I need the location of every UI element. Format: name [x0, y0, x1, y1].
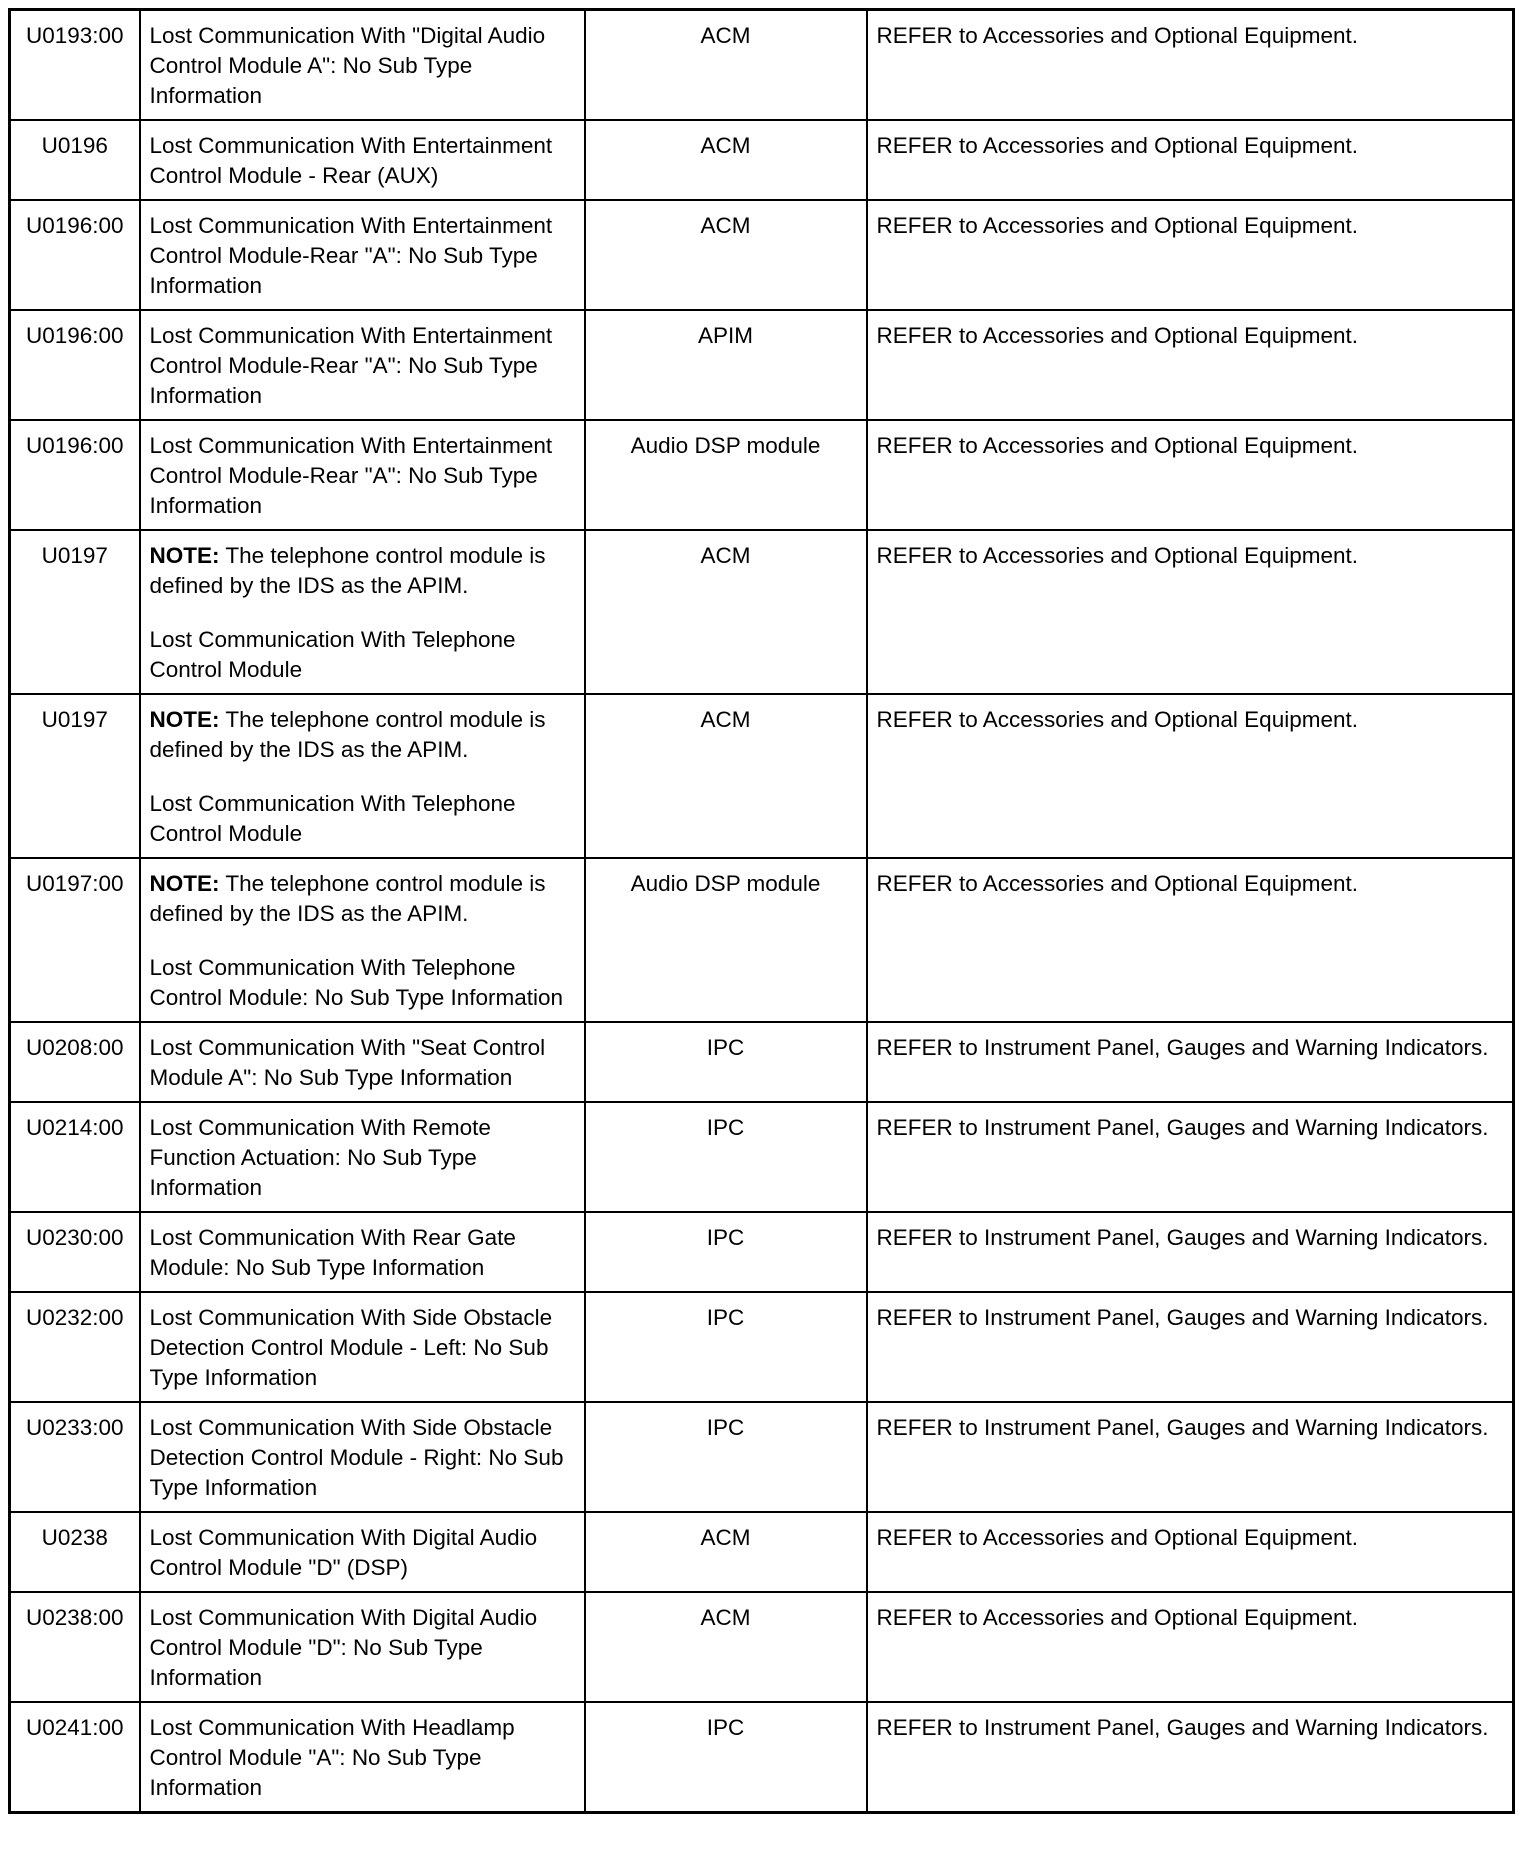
- dtc-module-cell: [585, 120, 867, 200]
- dtc-code-cell: [10, 120, 140, 200]
- dtc-code: U0238: [41, 1525, 108, 1550]
- dtc-description: Lost Communication With Headlamp Control Module "A": No Sub Type Information: [149, 1715, 515, 1800]
- dtc-module-cell: [585, 530, 867, 694]
- dtc-module: ACM: [700, 707, 751, 732]
- note-block: [150, 705, 575, 765]
- dtc-description-cell: [140, 1702, 585, 1813]
- dtc-code-cell: [10, 530, 140, 694]
- dtc-action-cell: [867, 120, 1514, 200]
- dtc-description: Lost Communication With Entertainment Control Module-Rear "A": No Sub Type Information: [149, 433, 553, 518]
- dtc-code-cell: [10, 1702, 140, 1813]
- dtc-description-cell: [140, 1512, 585, 1592]
- dtc-action-cell: [867, 530, 1514, 694]
- dtc-action-cell: [867, 1402, 1514, 1512]
- dtc-module: ACM: [700, 23, 751, 48]
- paragraph-gap: [150, 765, 575, 789]
- dtc-description: Lost Communication With Telephone Control Module: No Sub Type Information: [149, 955, 564, 1010]
- dtc-action-cell: [867, 310, 1514, 420]
- dtc-action-cell: [867, 1022, 1514, 1102]
- dtc-action: to Accessories and Optional Equipment.: [952, 213, 1358, 238]
- dtc-table: [8, 8, 1515, 1814]
- dtc-code-cell: [10, 1212, 140, 1292]
- dtc-action-cell: [867, 1592, 1514, 1702]
- dtc-action-cell: [867, 694, 1514, 858]
- dtc-description: Lost Communication With Digital Audio Control Module "D": No Sub Type Information: [149, 1605, 538, 1690]
- dtc-description: Lost Communication With Entertainment Control Module-Rear "A": No Sub Type Information: [149, 323, 553, 408]
- dtc-module-cell: [585, 1592, 867, 1702]
- dtc-action: to Accessories and Optional Equipment.: [952, 433, 1358, 458]
- dtc-action-cell: [867, 1102, 1514, 1212]
- dtc-module: IPC: [706, 1305, 745, 1330]
- dtc-module-cell: [585, 420, 867, 530]
- dtc-action-cell: [867, 858, 1514, 1022]
- dtc-action-prefix: REFER: [876, 1415, 953, 1440]
- dtc-description-cell: [140, 1402, 585, 1512]
- dtc-code: U0233:00: [25, 1415, 124, 1440]
- dtc-description-cell: [140, 10, 585, 121]
- dtc-action-prefix: REFER: [876, 543, 953, 568]
- note-text: The telephone control module is defined by the IDS as the APIM.: [149, 871, 546, 926]
- dtc-description: Lost Communication With Telephone Control Module: [149, 627, 516, 682]
- dtc-description: Lost Communication With "Digital Audio Control Module A": No Sub Type Information: [149, 23, 546, 108]
- dtc-module: ACM: [700, 1605, 751, 1630]
- dtc-module: IPC: [706, 1715, 745, 1740]
- dtc-description: Lost Communication With Side Obstacle Detection Control Module - Left: No Sub Type Information: [149, 1305, 553, 1390]
- dtc-description-cell: [140, 200, 585, 310]
- dtc-action: to Accessories and Optional Equipment.: [952, 23, 1358, 48]
- dtc-action-prefix: REFER: [876, 213, 953, 238]
- dtc-code-cell: [10, 420, 140, 530]
- dtc-action-cell: [867, 420, 1514, 530]
- table-row: [10, 694, 1514, 858]
- dtc-code: U0196:00: [25, 323, 124, 348]
- dtc-action-prefix: REFER: [876, 707, 953, 732]
- note-label: NOTE:: [149, 543, 220, 568]
- dtc-code: U0193:00: [25, 23, 124, 48]
- dtc-description: Lost Communication With Entertainment Control Module-Rear "A": No Sub Type Information: [149, 213, 553, 298]
- dtc-module: APIM: [697, 323, 753, 348]
- dtc-description-cell: [140, 120, 585, 200]
- dtc-module: IPC: [706, 1035, 745, 1060]
- table-row: [10, 1292, 1514, 1402]
- dtc-module-cell: [585, 694, 867, 858]
- table-row: [10, 10, 1514, 121]
- dtc-code: U0238:00: [25, 1605, 124, 1630]
- dtc-action: to Instrument Panel, Gauges and Warning Indicators.: [952, 1715, 1489, 1740]
- note-label: NOTE:: [149, 871, 220, 896]
- dtc-action-cell: [867, 1512, 1514, 1592]
- dtc-description-cell: [140, 310, 585, 420]
- dtc-action-cell: [867, 1212, 1514, 1292]
- dtc-description-cell: [140, 530, 585, 694]
- dtc-module-cell: [585, 1022, 867, 1102]
- dtc-action-prefix: REFER: [876, 1305, 953, 1330]
- dtc-code-cell: [10, 1402, 140, 1512]
- dtc-action: to Accessories and Optional Equipment.: [952, 1525, 1358, 1550]
- dtc-module: IPC: [706, 1225, 745, 1250]
- dtc-code: U0232:00: [25, 1305, 124, 1330]
- dtc-code-cell: [10, 694, 140, 858]
- dtc-action-prefix: REFER: [876, 1715, 953, 1740]
- dtc-module: Audio DSP module: [630, 871, 821, 896]
- dtc-code-cell: [10, 310, 140, 420]
- dtc-description: Lost Communication With Entertainment Control Module - Rear (AUX): [149, 133, 553, 188]
- dtc-code: U0208:00: [25, 1035, 124, 1060]
- dtc-code-cell: [10, 1022, 140, 1102]
- dtc-description: Lost Communication With Digital Audio Control Module "D" (DSP): [149, 1525, 538, 1580]
- dtc-module-cell: [585, 200, 867, 310]
- dtc-code-cell: [10, 1592, 140, 1702]
- dtc-code-cell: [10, 858, 140, 1022]
- dtc-action-cell: [867, 200, 1514, 310]
- dtc-description: Lost Communication With Remote Function Actuation: No Sub Type Information: [149, 1115, 491, 1200]
- dtc-action: to Accessories and Optional Equipment.: [952, 133, 1358, 158]
- dtc-action-prefix: REFER: [876, 433, 953, 458]
- dtc-action: to Instrument Panel, Gauges and Warning Indicators.: [952, 1305, 1489, 1330]
- dtc-action-prefix: REFER: [876, 871, 953, 896]
- dtc-action: to Instrument Panel, Gauges and Warning Indicators.: [952, 1415, 1489, 1440]
- dtc-code: U0241:00: [25, 1715, 124, 1740]
- dtc-module-cell: [585, 1702, 867, 1813]
- table-row: [10, 1512, 1514, 1592]
- dtc-module-cell: [585, 858, 867, 1022]
- dtc-description: Lost Communication With Telephone Control Module: [149, 791, 516, 846]
- dtc-description-cell: [140, 858, 585, 1022]
- dtc-module: ACM: [700, 543, 751, 568]
- dtc-module-cell: [585, 1292, 867, 1402]
- dtc-description: Lost Communication With Rear Gate Module: No Sub Type Information: [149, 1225, 516, 1280]
- note-block: [150, 541, 575, 601]
- dtc-code: U0230:00: [25, 1225, 124, 1250]
- dtc-module-cell: [585, 1212, 867, 1292]
- table-row: [10, 200, 1514, 310]
- dtc-description-cell: [140, 1592, 585, 1702]
- dtc-action: to Accessories and Optional Equipment.: [952, 871, 1358, 896]
- note-block: [150, 869, 575, 929]
- paragraph-gap: [150, 601, 575, 625]
- table-row: [10, 1212, 1514, 1292]
- table-row: [10, 1022, 1514, 1102]
- dtc-module-cell: [585, 1512, 867, 1592]
- table-row: [10, 530, 1514, 694]
- dtc-action-prefix: REFER: [876, 133, 953, 158]
- dtc-module-cell: [585, 1102, 867, 1212]
- table-row: [10, 420, 1514, 530]
- dtc-module: Audio DSP module: [630, 433, 821, 458]
- dtc-module-cell: [585, 10, 867, 121]
- table-row: [10, 858, 1514, 1022]
- dtc-action: to Accessories and Optional Equipment.: [952, 1605, 1358, 1630]
- table-row: [10, 1702, 1514, 1813]
- dtc-action: to Instrument Panel, Gauges and Warning Indicators.: [952, 1115, 1489, 1140]
- table-row: [10, 1102, 1514, 1212]
- dtc-code-cell: [10, 1512, 140, 1592]
- dtc-action-prefix: REFER: [876, 1035, 953, 1060]
- table-row: [10, 310, 1514, 420]
- dtc-module: ACM: [700, 133, 751, 158]
- dtc-action-prefix: REFER: [876, 1115, 953, 1140]
- dtc-module: IPC: [706, 1415, 745, 1440]
- dtc-description-cell: [140, 420, 585, 530]
- dtc-code: U0197: [41, 707, 108, 732]
- dtc-action: to Accessories and Optional Equipment.: [952, 707, 1358, 732]
- table-row: [10, 120, 1514, 200]
- dtc-description-cell: [140, 1292, 585, 1402]
- dtc-code: U0196:00: [25, 213, 124, 238]
- dtc-code: U0196:00: [25, 433, 124, 458]
- dtc-description-cell: [140, 1022, 585, 1102]
- dtc-module: IPC: [706, 1115, 745, 1140]
- dtc-module-cell: [585, 310, 867, 420]
- note-label: NOTE:: [149, 707, 220, 732]
- dtc-module: ACM: [700, 213, 751, 238]
- dtc-action-cell: [867, 1702, 1514, 1813]
- table-row: [10, 1592, 1514, 1702]
- dtc-action: to Accessories and Optional Equipment.: [952, 543, 1358, 568]
- dtc-action: to Accessories and Optional Equipment.: [952, 323, 1358, 348]
- dtc-code-cell: [10, 1102, 140, 1212]
- dtc-module-cell: [585, 1402, 867, 1512]
- dtc-code-cell: [10, 1292, 140, 1402]
- dtc-code-cell: [10, 10, 140, 121]
- dtc-description-cell: [140, 694, 585, 858]
- dtc-action-prefix: REFER: [876, 1605, 953, 1630]
- dtc-description-cell: [140, 1102, 585, 1212]
- dtc-code: U0196: [41, 133, 108, 158]
- dtc-action-prefix: REFER: [876, 23, 953, 48]
- paragraph-gap: [150, 929, 575, 953]
- dtc-code: U0214:00: [25, 1115, 124, 1140]
- dtc-action: to Instrument Panel, Gauges and Warning Indicators.: [952, 1035, 1489, 1060]
- dtc-action-prefix: REFER: [876, 1525, 953, 1550]
- note-text: The telephone control module is defined by the IDS as the APIM.: [149, 543, 546, 598]
- dtc-code: U0197:00: [25, 871, 124, 896]
- dtc-description: Lost Communication With "Seat Control Module A": No Sub Type Information: [149, 1035, 546, 1090]
- dtc-action-cell: [867, 1292, 1514, 1402]
- note-text: The telephone control module is defined by the IDS as the APIM.: [149, 707, 546, 762]
- dtc-code-cell: [10, 200, 140, 310]
- dtc-code: U0197: [41, 543, 108, 568]
- dtc-description-cell: [140, 1212, 585, 1292]
- dtc-table-body: [10, 10, 1514, 1813]
- dtc-module: ACM: [700, 1525, 751, 1550]
- dtc-action: to Instrument Panel, Gauges and Warning Indicators.: [952, 1225, 1489, 1250]
- dtc-description: Lost Communication With Side Obstacle Detection Control Module - Right: No Sub Type Information: [149, 1415, 564, 1500]
- dtc-action-cell: [867, 10, 1514, 121]
- dtc-action-prefix: REFER: [876, 1225, 953, 1250]
- table-row: [10, 1402, 1514, 1512]
- dtc-action-prefix: REFER: [876, 323, 953, 348]
